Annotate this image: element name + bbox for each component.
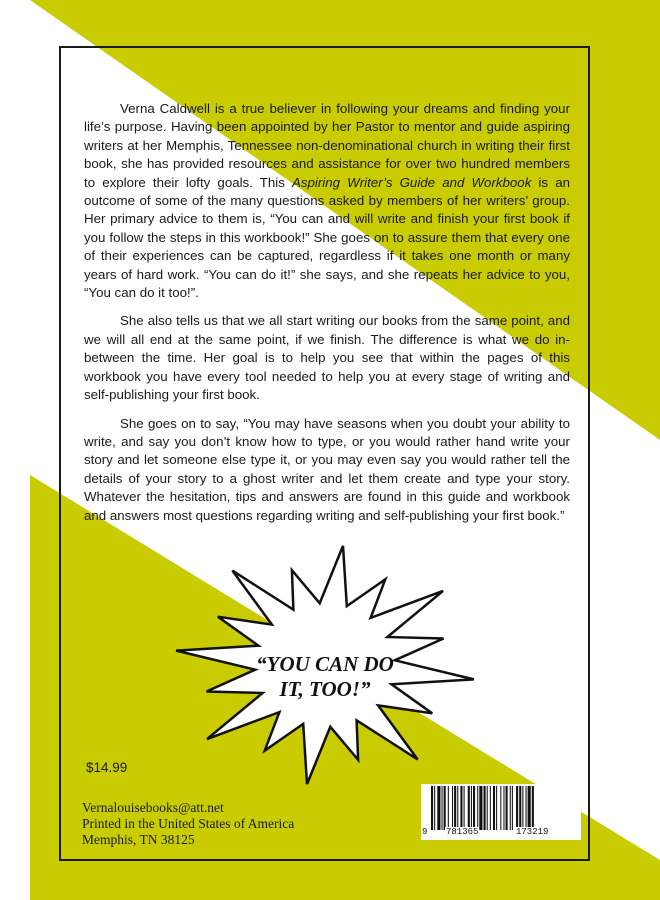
barcode-bar	[454, 786, 456, 830]
barcode-bar	[496, 786, 497, 830]
barcode-bar	[516, 786, 518, 830]
paragraph-3: She goes on to say, “You may have seasons when you doubt your ability to write, and say you don’t know how to type, or you would rather hand write your story and let someone else type it, or you may even say you would rather tell the details of your story to a ghost writer and let them create and type your story. Whatever the hesitation, tips and answers are found in this guide and workbook and answers most questions regarding writing and self-publishing your first book.”	[84, 415, 570, 523]
barcode-bar	[490, 786, 491, 830]
barcode-bar	[500, 786, 501, 830]
barcode-bar	[457, 786, 458, 830]
barcode-bar	[460, 786, 462, 830]
contact-email: Vernalouisebooks@att.net	[82, 800, 224, 815]
paragraph-2: She also tells us that we all start writing our books from the same point, and we will all end at the same point, if we finish. The difference is what we do in-between the time. Her goal is to help you see that within the pages of this workbook you have every tool needed to help you at every stage of writing and self-publishing your first book.	[84, 313, 570, 403]
starburst-slogan: “YOU CAN DO IT, TOO!”	[256, 652, 394, 701]
printed-in: Printed in the United States of America	[82, 816, 295, 831]
isbn-barcode	[421, 784, 581, 840]
barcode-bar	[431, 786, 433, 830]
barcode-bar	[479, 786, 482, 830]
barcode-bar	[512, 786, 513, 830]
barcode-bar	[442, 786, 443, 830]
barcode-bar	[532, 786, 534, 830]
barcode-bar	[528, 786, 531, 830]
barcode-bar	[471, 786, 472, 830]
barcode-group-left: 781365	[446, 827, 479, 837]
barcode-bar	[503, 786, 504, 830]
price: $14.99	[86, 760, 128, 775]
publisher-city: Memphis, TN 38125	[82, 832, 195, 847]
barcode-bar	[522, 786, 523, 830]
barcode-bar	[434, 786, 435, 830]
barcode-bar	[484, 786, 486, 830]
publisher-contact	[82, 800, 294, 848]
barcode-bar	[519, 786, 521, 830]
barcode-group-right: 173219	[516, 827, 549, 837]
barcode-bar	[473, 786, 475, 830]
book-title: Aspiring Writer’s Guide and Workbook	[292, 174, 532, 190]
barcode-bar	[452, 786, 453, 830]
barcode-bar	[477, 786, 478, 830]
barcode-bar	[437, 786, 440, 830]
barcode-bar	[487, 786, 488, 830]
barcode-bar	[464, 786, 465, 830]
barcode-digit-first: 9	[422, 827, 428, 837]
barcode-bar	[510, 786, 511, 830]
barcode-digits	[421, 827, 581, 840]
barcode-bar	[526, 786, 527, 830]
barcode-bar	[444, 786, 446, 830]
barcode-bar	[506, 786, 508, 830]
barcode-bar	[468, 786, 470, 830]
paragraph-1: Verna Caldwell is a true believer in following your dreams and finding your life’s purpose. Having been appointed by her Pastor to mentor and guide aspiring writers at her Memphis, Tennessee non-denominational church in writing their first book, she has provided resources and assistance for over two hundred members to explore their lofty goals. This Aspiring Writer’s Guide and Workbook is an outcome of some of the many questions asked by members of her writers’ group. Her primary advice to them is, “You can and will write and finish your first book if you follow the steps in this workbook!” She goes on to assure them that every one of their experiences can be captured, regardless if it takes one month or many years of hard work. “You can do it!” she says, and she repeats her advice to you, “You can do it too!”.	[84, 101, 570, 301]
barcode-bar	[493, 786, 495, 830]
barcode-bar	[448, 786, 449, 830]
